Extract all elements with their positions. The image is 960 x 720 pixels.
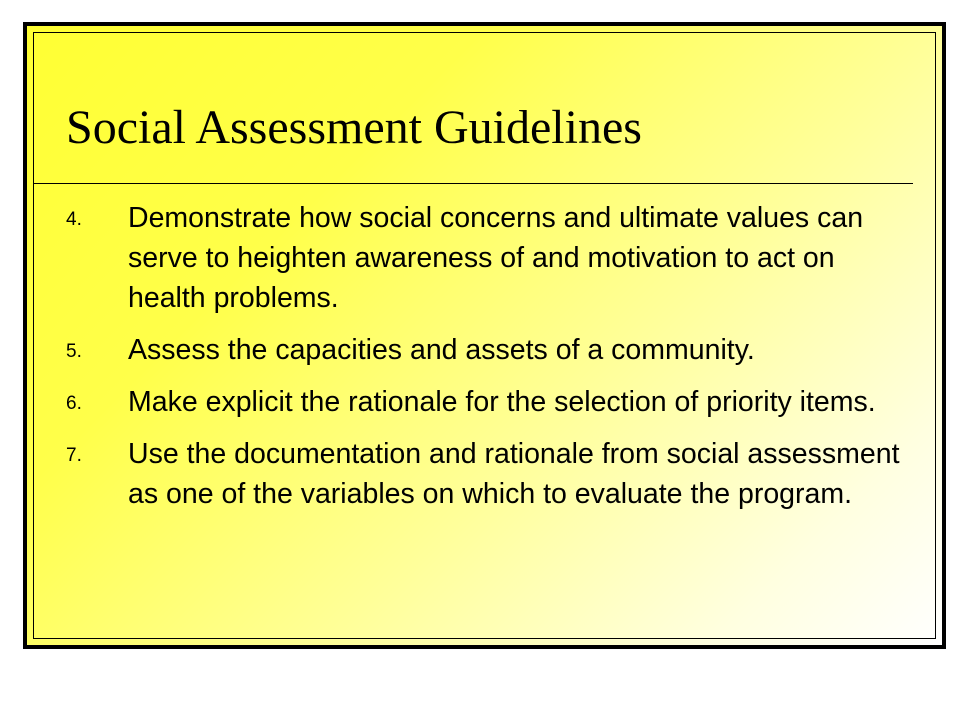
item-text: Make explicit the rationale for the selection of priority items. [128, 386, 876, 418]
slide-title: Social Assessment Guidelines [66, 101, 642, 154]
item-number: 7. [66, 445, 82, 466]
item-text: Demonstrate how social concerns and ultimate values can serve to heighten awareness of and motivation to act on health problems. [128, 202, 864, 314]
title-divider [33, 183, 913, 184]
item-number: 6. [66, 393, 82, 414]
list-item [66, 434, 906, 514]
list-item [66, 382, 906, 422]
item-text: Use the documentation and rationale from social assessment as one of the variables on which to evaluate the program. [128, 438, 900, 510]
list-item [66, 330, 906, 370]
list-item [66, 198, 906, 318]
item-text: Assess the capacities and assets of a community. [128, 334, 755, 366]
item-number: 5. [66, 341, 82, 362]
guideline-list [66, 198, 906, 526]
item-number: 4. [66, 209, 82, 230]
